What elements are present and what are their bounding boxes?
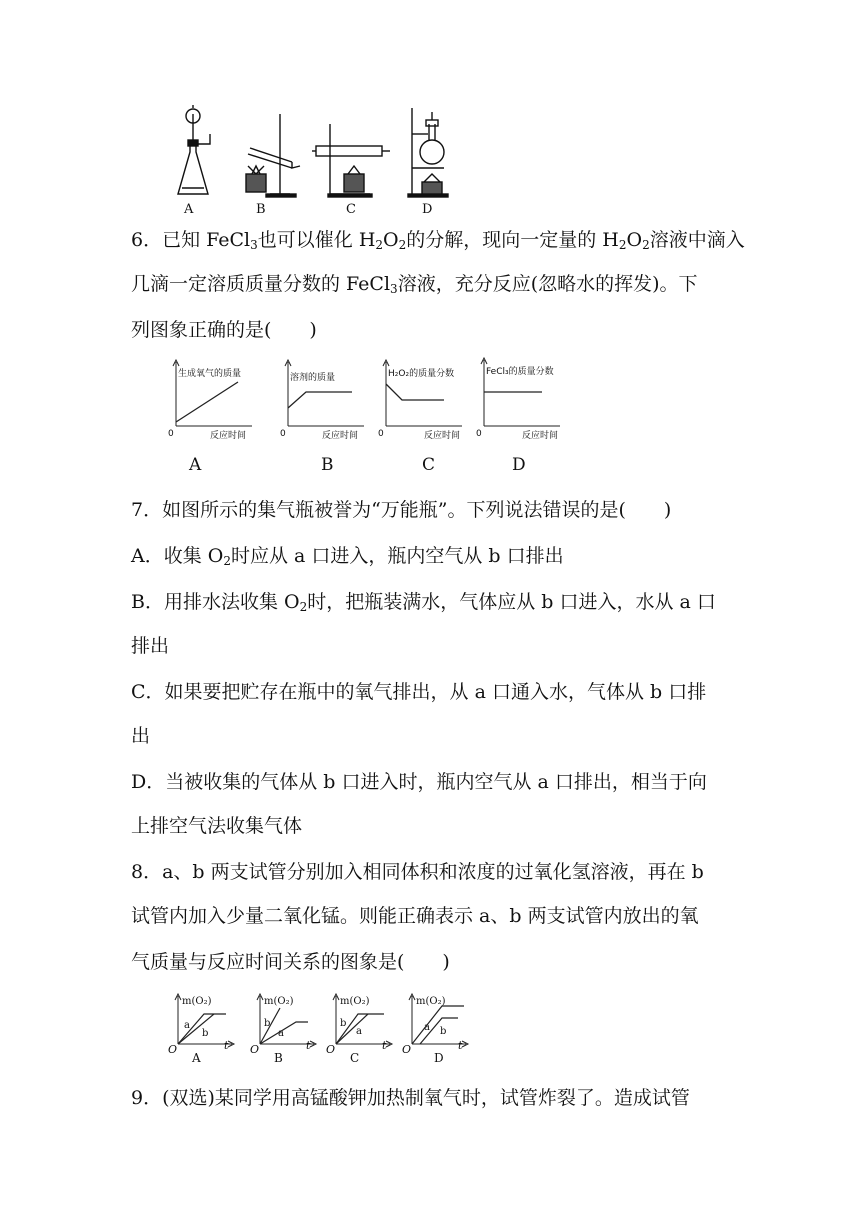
q6-text: 已知 FeCl [162, 229, 251, 251]
subscript: 2 [618, 238, 627, 252]
q8-graph-b-origin: O [250, 1043, 260, 1056]
q7-option-c: C．如果要把贮存在瓶中的氧气排出，从 a 口通入水，气体从 b 口排 [131, 681, 707, 703]
q6-number: 6． [131, 229, 163, 251]
q7-option-c-cont: 出 [131, 725, 151, 747]
q6-graph-c-ylabel: H₂O₂的质量分数 [388, 369, 455, 379]
subscript: 3 [390, 282, 398, 296]
apparatus-b [246, 114, 300, 197]
q9-line-1: 9．(双选)某同学用高锰酸钾加热制氧气时，试管炸裂了。造成试管 [131, 1087, 690, 1109]
q6-graph-c-origin: 0 [378, 429, 384, 439]
q8-graph-d [398, 990, 474, 1065]
q8-line-3: 气质量与反应时间关系的图象是( ) [131, 951, 450, 973]
q7-option-d-cont: 上排空气法收集气体 [131, 815, 303, 837]
q6-graph-d [476, 356, 566, 441]
apparatus-label-d: D [422, 202, 433, 217]
q6-graph-d-ylabel: FeCl₃的质量分数 [486, 367, 554, 377]
q6-text: 几滴一定溶质质量分数的 FeCl [131, 273, 391, 295]
q8-graph-a [164, 990, 240, 1065]
apparatus-drawing [160, 104, 460, 220]
q6-option-c: C [422, 455, 436, 475]
q8-graph-a-option: A [192, 1051, 201, 1065]
q6-text: O [383, 229, 399, 251]
q8-graph-a-upper: a [184, 1020, 190, 1031]
q8-graph-c-ylabel: m(O₂) [340, 996, 370, 1007]
q8-graph-d-option: D [434, 1051, 444, 1065]
q6-graph-b-ylabel: 溶剂的质量 [290, 373, 336, 383]
q8-graph-b-xlabel: t [306, 1039, 311, 1052]
q8-graph-c-upper: b [340, 1018, 347, 1029]
q6-text: O [626, 229, 643, 251]
apparatus-c [312, 124, 390, 197]
q6-graph-a-xlabel: 反应时间 [210, 431, 247, 441]
q6-graph-c-xlabel: 反应时间 [424, 431, 461, 441]
q8-graph-a-lower: b [202, 1028, 209, 1039]
subscript: 2 [398, 238, 407, 252]
q7-option-a [131, 544, 564, 568]
q7-stem: 7．如图所示的集气瓶被誉为“万能瓶”。下列说法错误的是( ) [131, 499, 672, 521]
apparatus-d [408, 108, 448, 197]
q8-graph-d-upper: a [424, 1022, 430, 1033]
q8-graph-d-ylabel: m(O₂) [416, 996, 446, 1007]
q8-graph-c [322, 990, 398, 1065]
q8-line-2: 试管内加入少量二氧化锰。则能正确表示 a、b 两支试管内放出的氧 [131, 905, 699, 927]
apparatus-label-c: C [346, 202, 356, 217]
q7-option-b [131, 590, 716, 614]
subscript: 2 [642, 238, 650, 252]
q8-graph-b-option: B [274, 1051, 283, 1065]
q6-text: 的分解，现向一定量的 H [406, 229, 619, 251]
q6-option-b: B [321, 455, 334, 475]
q7-text: 时，把瓶装满水，气体应从 b 口进入，水从 a 口 [307, 591, 716, 613]
q8-graph-b-upper: b [264, 1018, 271, 1029]
q8-graph-b-lower: a [278, 1028, 284, 1039]
subscript: 2 [375, 238, 384, 252]
q6-graph-a-origin: 0 [168, 429, 174, 439]
q8-graph-c-option: C [350, 1051, 360, 1065]
q7-text: 时应从 a 口进入，瓶内空气从 b 口排出 [230, 545, 564, 567]
q8-graph-d-xlabel: t [458, 1039, 463, 1052]
apparatus-label-a: A [184, 202, 194, 217]
q6-text: 也可以催化 H [257, 229, 376, 251]
q8-graph-c-xlabel: t [382, 1039, 387, 1052]
q8-graph-c-lower: a [356, 1026, 362, 1037]
q6-line-1 [131, 228, 745, 252]
q8-graph-d-lower: b [440, 1026, 447, 1037]
q7-option-d: D．当被收集的气体从 b 口进入时，瓶内空气从 a 口排出，相当于向 [131, 771, 707, 793]
q6-graph-b [280, 358, 370, 441]
q6-option-a: A [189, 455, 202, 475]
q6-graph-b-xlabel: 反应时间 [322, 431, 359, 441]
apparatus-label-b: B [256, 202, 266, 217]
q6-graph-a-ylabel: 生成氧气的质量 [178, 369, 242, 379]
q6-option-d: D [512, 455, 526, 475]
q6-text: 溶液中滴入 [649, 229, 745, 251]
q8-line-1: 8．a、b 两支试管分别加入相同体积和浓度的过氧化氢溶液，再在 b [131, 861, 704, 883]
q6-graph-d-origin: 0 [476, 429, 482, 439]
q6-graph-c [378, 358, 468, 441]
q8-graph-a-origin: O [168, 1043, 178, 1056]
q6-text: 溶液，充分反应(忽略水的挥发)。下 [397, 273, 698, 295]
q7-text: B．用排水法收集 O [131, 591, 300, 613]
apparatus-figure [160, 104, 460, 220]
q8-graph-b [246, 990, 322, 1065]
q6-line-3: 列图象正确的是( ) [131, 319, 317, 341]
q6-graph-a [168, 358, 258, 441]
subscript: 2 [223, 554, 231, 568]
q8-graph-a-ylabel: m(O₂) [182, 996, 212, 1007]
q6-line-2 [131, 272, 698, 296]
q6-graph-b-origin: 0 [280, 429, 286, 439]
q8-graph-d-origin: O [402, 1043, 412, 1056]
apparatus-a [178, 105, 210, 194]
q8-graph-a-xlabel: t [224, 1039, 229, 1052]
subscript: 3 [250, 238, 258, 252]
subscript: 2 [299, 600, 308, 614]
q8-graph-c-origin: O [326, 1043, 336, 1056]
q6-graph-d-xlabel: 反应时间 [522, 431, 559, 441]
q8-graph-b-ylabel: m(O₂) [264, 996, 294, 1007]
q7-option-b-cont: 排出 [131, 635, 170, 657]
q7-text: A．收集 O [131, 545, 224, 567]
